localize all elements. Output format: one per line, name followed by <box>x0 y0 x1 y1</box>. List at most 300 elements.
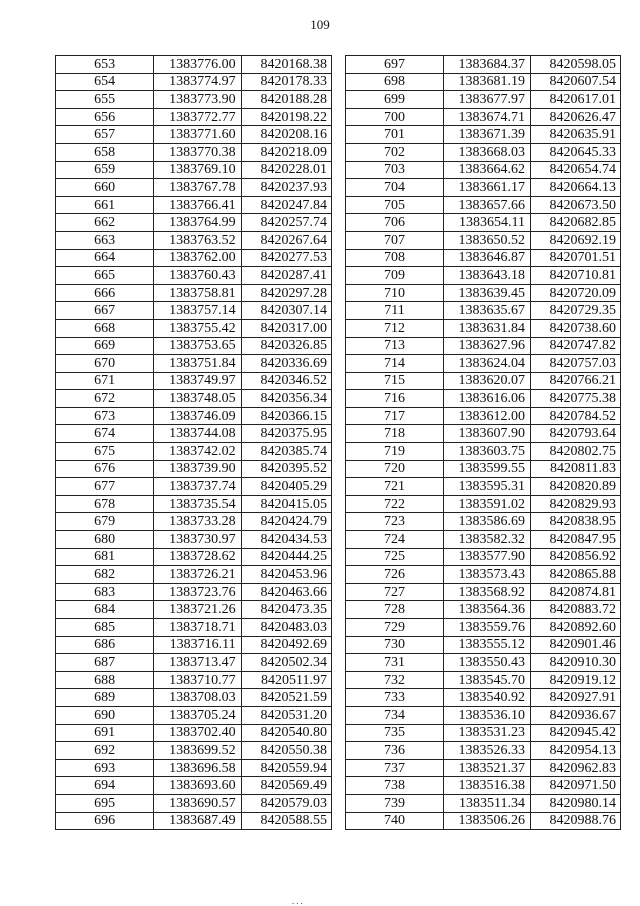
x-coordinate-cell: 1383595.31 <box>444 478 531 496</box>
x-coordinate-cell: 1383616.06 <box>444 390 531 408</box>
y-coordinate-cell: 8420856.92 <box>531 548 621 566</box>
table-row <box>346 143 621 161</box>
x-coordinate-cell: 1383639.45 <box>444 284 531 302</box>
table-row <box>346 126 621 144</box>
table-row <box>346 583 621 601</box>
y-coordinate-cell: 8420366.15 <box>241 407 331 425</box>
table-row <box>346 284 621 302</box>
x-coordinate-cell: 1383521.37 <box>444 759 531 777</box>
table-row <box>346 654 621 672</box>
table-row <box>56 143 332 161</box>
table-row <box>56 56 332 74</box>
table-row <box>56 742 332 760</box>
y-coordinate-cell: 8420829.93 <box>531 495 621 513</box>
point-number-cell: 712 <box>346 319 444 337</box>
y-coordinate-cell: 8420502.34 <box>241 654 331 672</box>
table-row <box>346 689 621 707</box>
y-coordinate-cell: 8420692.19 <box>531 231 621 249</box>
x-coordinate-cell: 1383713.47 <box>154 654 241 672</box>
y-coordinate-cell: 8420820.89 <box>531 478 621 496</box>
y-coordinate-cell: 8420664.13 <box>531 179 621 197</box>
x-coordinate-cell: 1383516.38 <box>444 777 531 795</box>
x-coordinate-cell: 1383771.60 <box>154 126 241 144</box>
point-number-cell: 699 <box>346 91 444 109</box>
table-row <box>56 249 332 267</box>
x-coordinate-cell: 1383755.42 <box>154 319 241 337</box>
table-row <box>346 443 621 461</box>
point-number-cell: 718 <box>346 425 444 443</box>
y-coordinate-cell: 8420237.93 <box>241 179 331 197</box>
y-coordinate-cell: 8420550.38 <box>241 742 331 760</box>
table-row <box>56 372 332 390</box>
point-number-cell: 695 <box>56 794 154 812</box>
table-row <box>56 161 332 179</box>
x-coordinate-cell: 1383739.90 <box>154 460 241 478</box>
y-coordinate-cell: 8420405.29 <box>241 478 331 496</box>
point-number-cell: 664 <box>56 249 154 267</box>
table-row <box>346 671 621 689</box>
y-coordinate-cell: 8420444.25 <box>241 548 331 566</box>
table-row <box>56 214 332 232</box>
y-coordinate-cell: 8420317.00 <box>241 319 331 337</box>
table-row <box>346 759 621 777</box>
point-number-cell: 735 <box>346 724 444 742</box>
point-number-cell: 674 <box>56 425 154 443</box>
y-coordinate-cell: 8420297.28 <box>241 284 331 302</box>
x-coordinate-cell: 1383762.00 <box>154 249 241 267</box>
y-coordinate-cell: 8420228.01 <box>241 161 331 179</box>
point-number-cell: 703 <box>346 161 444 179</box>
point-number-cell: 657 <box>56 126 154 144</box>
point-number-cell: 727 <box>346 583 444 601</box>
point-number-cell: 672 <box>56 390 154 408</box>
y-coordinate-cell: 8420954.13 <box>531 742 621 760</box>
point-number-cell: 707 <box>346 231 444 249</box>
point-number-cell: 720 <box>346 460 444 478</box>
x-coordinate-cell: 1383559.76 <box>444 619 531 637</box>
y-coordinate-cell: 8420540.80 <box>241 724 331 742</box>
y-coordinate-cell: 8420607.54 <box>531 73 621 91</box>
y-coordinate-cell: 8420569.49 <box>241 777 331 795</box>
x-coordinate-cell: 1383654.11 <box>444 214 531 232</box>
table-row <box>56 706 332 724</box>
table-row <box>56 108 332 126</box>
y-coordinate-cell: 8420598.05 <box>531 56 621 74</box>
x-coordinate-cell: 1383657.66 <box>444 196 531 214</box>
y-coordinate-cell: 8420901.46 <box>531 636 621 654</box>
table-row <box>346 319 621 337</box>
table-row <box>346 513 621 531</box>
y-coordinate-cell: 8420483.03 <box>241 619 331 637</box>
point-number-cell: 740 <box>346 812 444 830</box>
table-row <box>346 196 621 214</box>
y-coordinate-cell: 8420635.91 <box>531 126 621 144</box>
point-number-cell: 714 <box>346 355 444 373</box>
table-row <box>56 566 332 584</box>
point-number-cell: 730 <box>346 636 444 654</box>
y-coordinate-cell: 8420980.14 <box>531 794 621 812</box>
point-number-cell: 736 <box>346 742 444 760</box>
x-coordinate-cell: 1383564.36 <box>444 601 531 619</box>
point-number-cell: 729 <box>346 619 444 637</box>
point-number-cell: 667 <box>56 302 154 320</box>
table-row <box>346 742 621 760</box>
y-coordinate-cell: 8420784.52 <box>531 407 621 425</box>
point-number-cell: 726 <box>346 566 444 584</box>
y-coordinate-cell: 8420531.20 <box>241 706 331 724</box>
footer-mark: ... <box>292 896 305 906</box>
x-coordinate-cell: 1383708.03 <box>154 689 241 707</box>
table-row <box>346 794 621 812</box>
table-row <box>346 214 621 232</box>
x-coordinate-cell: 1383744.08 <box>154 425 241 443</box>
point-number-cell: 715 <box>346 372 444 390</box>
table-row <box>346 777 621 795</box>
y-coordinate-cell: 8420356.34 <box>241 390 331 408</box>
y-coordinate-cell: 8420257.74 <box>241 214 331 232</box>
x-coordinate-cell: 1383733.28 <box>154 513 241 531</box>
x-coordinate-cell: 1383511.34 <box>444 794 531 812</box>
point-number-cell: 706 <box>346 214 444 232</box>
x-coordinate-cell: 1383624.04 <box>444 355 531 373</box>
x-coordinate-cell: 1383690.57 <box>154 794 241 812</box>
x-coordinate-cell: 1383674.71 <box>444 108 531 126</box>
point-number-cell: 728 <box>346 601 444 619</box>
table-row <box>56 337 332 355</box>
point-number-cell: 717 <box>346 407 444 425</box>
table-row <box>56 443 332 461</box>
y-coordinate-cell: 8420208.16 <box>241 126 331 144</box>
table-row <box>346 179 621 197</box>
point-number-cell: 684 <box>56 601 154 619</box>
y-coordinate-cell: 8420463.66 <box>241 583 331 601</box>
x-coordinate-cell: 1383668.03 <box>444 143 531 161</box>
point-number-cell: 671 <box>56 372 154 390</box>
point-number-cell: 654 <box>56 73 154 91</box>
point-number-cell: 683 <box>56 583 154 601</box>
table-row <box>56 671 332 689</box>
y-coordinate-cell: 8420346.52 <box>241 372 331 390</box>
point-number-cell: 704 <box>346 179 444 197</box>
x-coordinate-cell: 1383586.69 <box>444 513 531 531</box>
x-coordinate-cell: 1383735.54 <box>154 495 241 513</box>
table-row <box>56 583 332 601</box>
x-coordinate-cell: 1383758.81 <box>154 284 241 302</box>
y-coordinate-cell: 8420892.60 <box>531 619 621 637</box>
point-number-cell: 731 <box>346 654 444 672</box>
x-coordinate-cell: 1383646.87 <box>444 249 531 267</box>
y-coordinate-cell: 8420766.21 <box>531 372 621 390</box>
x-coordinate-cell: 1383751.84 <box>154 355 241 373</box>
table-row <box>346 495 621 513</box>
table-row <box>346 407 621 425</box>
y-coordinate-cell: 8420720.09 <box>531 284 621 302</box>
page-number: 109 <box>310 17 330 32</box>
table-row <box>346 355 621 373</box>
table-row <box>56 724 332 742</box>
y-coordinate-cell: 8420883.72 <box>531 601 621 619</box>
y-coordinate-cell: 8420559.94 <box>241 759 331 777</box>
y-coordinate-cell: 8420645.33 <box>531 143 621 161</box>
x-coordinate-cell: 1383684.37 <box>444 56 531 74</box>
table-row <box>56 267 332 285</box>
y-coordinate-cell: 8420511.97 <box>241 671 331 689</box>
y-coordinate-cell: 8420962.83 <box>531 759 621 777</box>
y-coordinate-cell: 8420336.69 <box>241 355 331 373</box>
x-coordinate-cell: 1383699.52 <box>154 742 241 760</box>
table-row <box>346 566 621 584</box>
y-coordinate-cell: 8420385.74 <box>241 443 331 461</box>
point-number-cell: 659 <box>56 161 154 179</box>
x-coordinate-cell: 1383705.24 <box>154 706 241 724</box>
x-coordinate-cell: 1383664.62 <box>444 161 531 179</box>
point-number-cell: 677 <box>56 478 154 496</box>
x-coordinate-cell: 1383766.41 <box>154 196 241 214</box>
table-row <box>346 108 621 126</box>
x-coordinate-cell: 1383603.75 <box>444 443 531 461</box>
point-number-cell: 656 <box>56 108 154 126</box>
point-number-cell: 708 <box>346 249 444 267</box>
table-row <box>56 425 332 443</box>
point-number-cell: 693 <box>56 759 154 777</box>
x-coordinate-cell: 1383696.58 <box>154 759 241 777</box>
point-number-cell: 739 <box>346 794 444 812</box>
point-number-cell: 680 <box>56 531 154 549</box>
x-coordinate-cell: 1383716.11 <box>154 636 241 654</box>
point-number-cell: 694 <box>56 777 154 795</box>
y-coordinate-cell: 8420865.88 <box>531 566 621 584</box>
x-coordinate-cell: 1383671.39 <box>444 126 531 144</box>
table-row <box>56 759 332 777</box>
point-number-cell: 734 <box>346 706 444 724</box>
point-number-cell: 670 <box>56 355 154 373</box>
y-coordinate-cell: 8420287.41 <box>241 267 331 285</box>
x-coordinate-cell: 1383607.90 <box>444 425 531 443</box>
point-number-cell: 702 <box>346 143 444 161</box>
point-number-cell: 673 <box>56 407 154 425</box>
point-number-cell: 725 <box>346 548 444 566</box>
point-number-cell: 738 <box>346 777 444 795</box>
point-number-cell: 705 <box>346 196 444 214</box>
x-coordinate-cell: 1383677.97 <box>444 91 531 109</box>
table-row <box>56 390 332 408</box>
x-coordinate-cell: 1383728.62 <box>154 548 241 566</box>
y-coordinate-cell: 8420654.74 <box>531 161 621 179</box>
table-row <box>346 706 621 724</box>
table-row <box>56 284 332 302</box>
x-coordinate-cell: 1383635.67 <box>444 302 531 320</box>
x-coordinate-cell: 1383757.14 <box>154 302 241 320</box>
table-row <box>346 548 621 566</box>
point-number-cell: 688 <box>56 671 154 689</box>
point-number-cell: 666 <box>56 284 154 302</box>
y-coordinate-cell: 8420521.59 <box>241 689 331 707</box>
point-number-cell: 662 <box>56 214 154 232</box>
y-coordinate-cell: 8420927.91 <box>531 689 621 707</box>
y-coordinate-cell: 8420492.69 <box>241 636 331 654</box>
x-coordinate-cell: 1383681.19 <box>444 73 531 91</box>
coordinates-table-left <box>55 55 332 830</box>
point-number-cell: 660 <box>56 179 154 197</box>
y-coordinate-cell: 8420415.05 <box>241 495 331 513</box>
table-row <box>346 390 621 408</box>
x-coordinate-cell: 1383599.55 <box>444 460 531 478</box>
x-coordinate-cell: 1383631.84 <box>444 319 531 337</box>
y-coordinate-cell: 8420617.01 <box>531 91 621 109</box>
x-coordinate-cell: 1383753.65 <box>154 337 241 355</box>
y-coordinate-cell: 8420811.83 <box>531 460 621 478</box>
point-number-cell: 686 <box>56 636 154 654</box>
point-number-cell: 661 <box>56 196 154 214</box>
y-coordinate-cell: 8420178.33 <box>241 73 331 91</box>
x-coordinate-cell: 1383577.90 <box>444 548 531 566</box>
y-coordinate-cell: 8420588.55 <box>241 812 331 830</box>
y-coordinate-cell: 8420729.35 <box>531 302 621 320</box>
y-coordinate-cell: 8420198.22 <box>241 108 331 126</box>
point-number-cell: 698 <box>346 73 444 91</box>
x-coordinate-cell: 1383764.99 <box>154 214 241 232</box>
point-number-cell: 722 <box>346 495 444 513</box>
y-coordinate-cell: 8420775.38 <box>531 390 621 408</box>
point-number-cell: 709 <box>346 267 444 285</box>
table-row <box>56 407 332 425</box>
point-number-cell: 681 <box>56 548 154 566</box>
y-coordinate-cell: 8420326.85 <box>241 337 331 355</box>
y-coordinate-cell: 8420874.81 <box>531 583 621 601</box>
x-coordinate-cell: 1383693.60 <box>154 777 241 795</box>
point-number-cell: 689 <box>56 689 154 707</box>
table-row <box>346 531 621 549</box>
y-coordinate-cell: 8420793.64 <box>531 425 621 443</box>
y-coordinate-cell: 8420919.12 <box>531 671 621 689</box>
x-coordinate-cell: 1383506.26 <box>444 812 531 830</box>
y-coordinate-cell: 8420682.85 <box>531 214 621 232</box>
table-row <box>56 689 332 707</box>
x-coordinate-cell: 1383582.32 <box>444 531 531 549</box>
point-number-cell: 685 <box>56 619 154 637</box>
coordinates-table-right <box>345 55 621 830</box>
y-coordinate-cell: 8420936.67 <box>531 706 621 724</box>
table-row <box>56 495 332 513</box>
y-coordinate-cell: 8420395.52 <box>241 460 331 478</box>
x-coordinate-cell: 1383721.26 <box>154 601 241 619</box>
point-number-cell: 723 <box>346 513 444 531</box>
x-coordinate-cell: 1383536.10 <box>444 706 531 724</box>
table-row <box>346 636 621 654</box>
x-coordinate-cell: 1383710.77 <box>154 671 241 689</box>
point-number-cell: 682 <box>56 566 154 584</box>
table-row <box>56 73 332 91</box>
y-coordinate-cell: 8420307.14 <box>241 302 331 320</box>
point-number-cell: 676 <box>56 460 154 478</box>
x-coordinate-cell: 1383730.97 <box>154 531 241 549</box>
x-coordinate-cell: 1383763.52 <box>154 231 241 249</box>
y-coordinate-cell: 8420626.47 <box>531 108 621 126</box>
x-coordinate-cell: 1383776.00 <box>154 56 241 74</box>
point-number-cell: 733 <box>346 689 444 707</box>
table-row <box>346 267 621 285</box>
x-coordinate-cell: 1383526.33 <box>444 742 531 760</box>
y-coordinate-cell: 8420168.38 <box>241 56 331 74</box>
point-number-cell: 701 <box>346 126 444 144</box>
point-number-cell: 700 <box>346 108 444 126</box>
x-coordinate-cell: 1383687.49 <box>154 812 241 830</box>
table-row <box>346 337 621 355</box>
table-row <box>346 56 621 74</box>
table-row <box>346 619 621 637</box>
x-coordinate-cell: 1383573.43 <box>444 566 531 584</box>
x-coordinate-cell: 1383774.97 <box>154 73 241 91</box>
y-coordinate-cell: 8420910.30 <box>531 654 621 672</box>
table-row <box>56 460 332 478</box>
table-row <box>346 478 621 496</box>
table-row <box>56 302 332 320</box>
y-coordinate-cell: 8420838.95 <box>531 513 621 531</box>
table-row <box>56 777 332 795</box>
table-row <box>56 196 332 214</box>
table-row <box>56 513 332 531</box>
table-row <box>56 231 332 249</box>
table-row <box>56 619 332 637</box>
table-row <box>56 601 332 619</box>
x-coordinate-cell: 1383531.23 <box>444 724 531 742</box>
table-row <box>346 73 621 91</box>
x-coordinate-cell: 1383760.43 <box>154 267 241 285</box>
x-coordinate-cell: 1383540.92 <box>444 689 531 707</box>
point-number-cell: 719 <box>346 443 444 461</box>
x-coordinate-cell: 1383770.38 <box>154 143 241 161</box>
x-coordinate-cell: 1383748.05 <box>154 390 241 408</box>
x-coordinate-cell: 1383723.76 <box>154 583 241 601</box>
y-coordinate-cell: 8420701.51 <box>531 249 621 267</box>
x-coordinate-cell: 1383627.96 <box>444 337 531 355</box>
y-coordinate-cell: 8420277.53 <box>241 249 331 267</box>
point-number-cell: 716 <box>346 390 444 408</box>
y-coordinate-cell: 8420218.09 <box>241 143 331 161</box>
table-row <box>346 161 621 179</box>
table-row <box>346 91 621 109</box>
point-number-cell: 663 <box>56 231 154 249</box>
x-coordinate-cell: 1383661.17 <box>444 179 531 197</box>
point-number-cell: 697 <box>346 56 444 74</box>
y-coordinate-cell: 8420473.35 <box>241 601 331 619</box>
x-coordinate-cell: 1383737.74 <box>154 478 241 496</box>
table-row <box>56 654 332 672</box>
point-number-cell: 679 <box>56 513 154 531</box>
y-coordinate-cell: 8420188.28 <box>241 91 331 109</box>
y-coordinate-cell: 8420247.84 <box>241 196 331 214</box>
x-coordinate-cell: 1383773.90 <box>154 91 241 109</box>
x-coordinate-cell: 1383591.02 <box>444 495 531 513</box>
x-coordinate-cell: 1383702.40 <box>154 724 241 742</box>
table-row <box>346 812 621 830</box>
table-row <box>56 355 332 373</box>
y-coordinate-cell: 8420802.75 <box>531 443 621 461</box>
y-coordinate-cell: 8420673.50 <box>531 196 621 214</box>
y-coordinate-cell: 8420847.95 <box>531 531 621 549</box>
point-number-cell: 675 <box>56 443 154 461</box>
point-number-cell: 691 <box>56 724 154 742</box>
x-coordinate-cell: 1383718.71 <box>154 619 241 637</box>
table-row <box>56 531 332 549</box>
x-coordinate-cell: 1383612.00 <box>444 407 531 425</box>
table-row <box>56 179 332 197</box>
table-row <box>56 812 332 830</box>
point-number-cell: 711 <box>346 302 444 320</box>
point-number-cell: 665 <box>56 267 154 285</box>
point-number-cell: 721 <box>346 478 444 496</box>
y-coordinate-cell: 8420453.96 <box>241 566 331 584</box>
